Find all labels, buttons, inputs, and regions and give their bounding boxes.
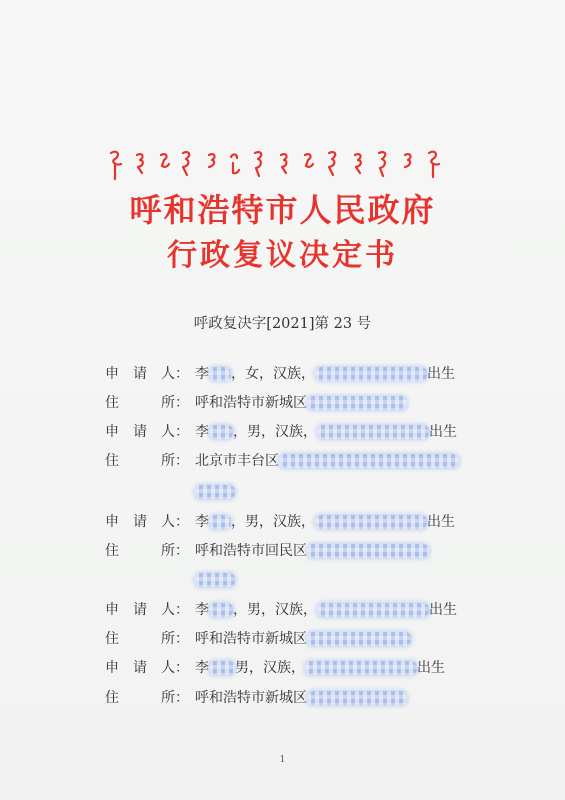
address-label: 住 所： [105,631,189,647]
redacted-name [209,603,233,617]
redacted-birthdate [305,661,417,675]
applicant-row [105,420,457,444]
address-text: 呼和浩特市新城区 [195,690,307,706]
address-label: 住 所： [105,395,189,411]
address-label: 住 所： [105,453,189,469]
applicant-label: 申 请 人： [105,660,189,676]
page-number: 1 [279,755,286,765]
redacted-birthdate [317,425,429,439]
mongolian-script-text: ᠬᠥᠬᠡᠬᠣᠲᠠ ᠬᠣᠲᠠ ᠶᠢᠨ ᠠᠷᠠᠳ ᠤᠨ ᠵᠠᠰᠠᠭ ᠤᠨ ᠭᠠᠵᠠᠷ [105,145,125,146]
redacted-address [307,632,411,646]
redacted-birthdate [315,367,427,381]
address-text: 呼和浩特市新城区 [195,631,307,647]
applicant-label: 申 请 人： [105,514,189,530]
address-text: 呼和浩特市新城区 [195,395,307,411]
redacted-address-continued [195,573,235,587]
applicant-surname: 李 [195,660,209,676]
birth-suffix: 出生 [429,424,457,440]
applicant-ethnicity: 汉族， [275,424,317,440]
birth-suffix: 出生 [427,514,455,530]
redacted-address [307,396,407,410]
applicant-label: 申 请 人： [105,602,189,618]
address-row [105,449,459,473]
issuer-title: 呼和浩特市人民政府 [129,191,436,229]
applicant-surname: 李 [195,514,209,530]
address-label: 住 所： [105,690,189,706]
redacted-name [209,515,231,529]
document-type-title: 行政复议决定书 [167,238,398,273]
redacted-name [209,425,233,439]
address-continuation [195,480,235,504]
address-text: 北京市丰台区 [195,453,279,469]
applicant-gender: ，男， [233,602,275,618]
mongolian-script-line [105,145,460,185]
applicant-ethnicity: 汉族， [275,602,317,618]
address-text: 呼和浩特市回民区 [195,543,307,559]
address-row [105,391,407,415]
address-label: 住 所： [105,543,189,559]
birth-suffix: 出生 [427,366,455,382]
applicant-gender: ，男， [233,424,275,440]
redacted-address [279,454,459,468]
document-number: 呼政复决字[2021]第 23 号 [193,316,372,332]
applicant-label: 申 请 人： [105,424,189,440]
redacted-name [209,367,231,381]
redacted-birthdate [315,515,427,529]
applicant-surname: 李 [195,424,209,440]
birth-suffix: 出生 [417,660,445,676]
applicant-gender: ，男， [231,514,273,530]
address-row [105,539,429,563]
address-row [105,627,411,651]
redacted-address [307,691,407,705]
applicant-surname: 李 [195,366,209,382]
applicant-row [105,362,455,386]
applicant-row [105,598,457,622]
applicant-surname: 李 [195,602,209,618]
applicant-gender: 男， [235,660,263,676]
redacted-address-continued [195,485,235,499]
birth-suffix: 出生 [429,602,457,618]
redacted-birthdate [317,603,429,617]
applicant-ethnicity: 汉族， [273,514,315,530]
applicant-ethnicity: 汉族， [273,366,315,382]
applicant-row [105,656,445,680]
applicant-ethnicity: 汉族， [263,660,305,676]
redacted-address [307,544,429,558]
applicant-row [105,510,455,534]
applicant-label: 申 请 人： [105,366,189,382]
redacted-name [209,661,235,675]
applicant-gender: ，女， [231,366,273,382]
address-row [105,686,407,710]
address-continuation [195,568,235,592]
